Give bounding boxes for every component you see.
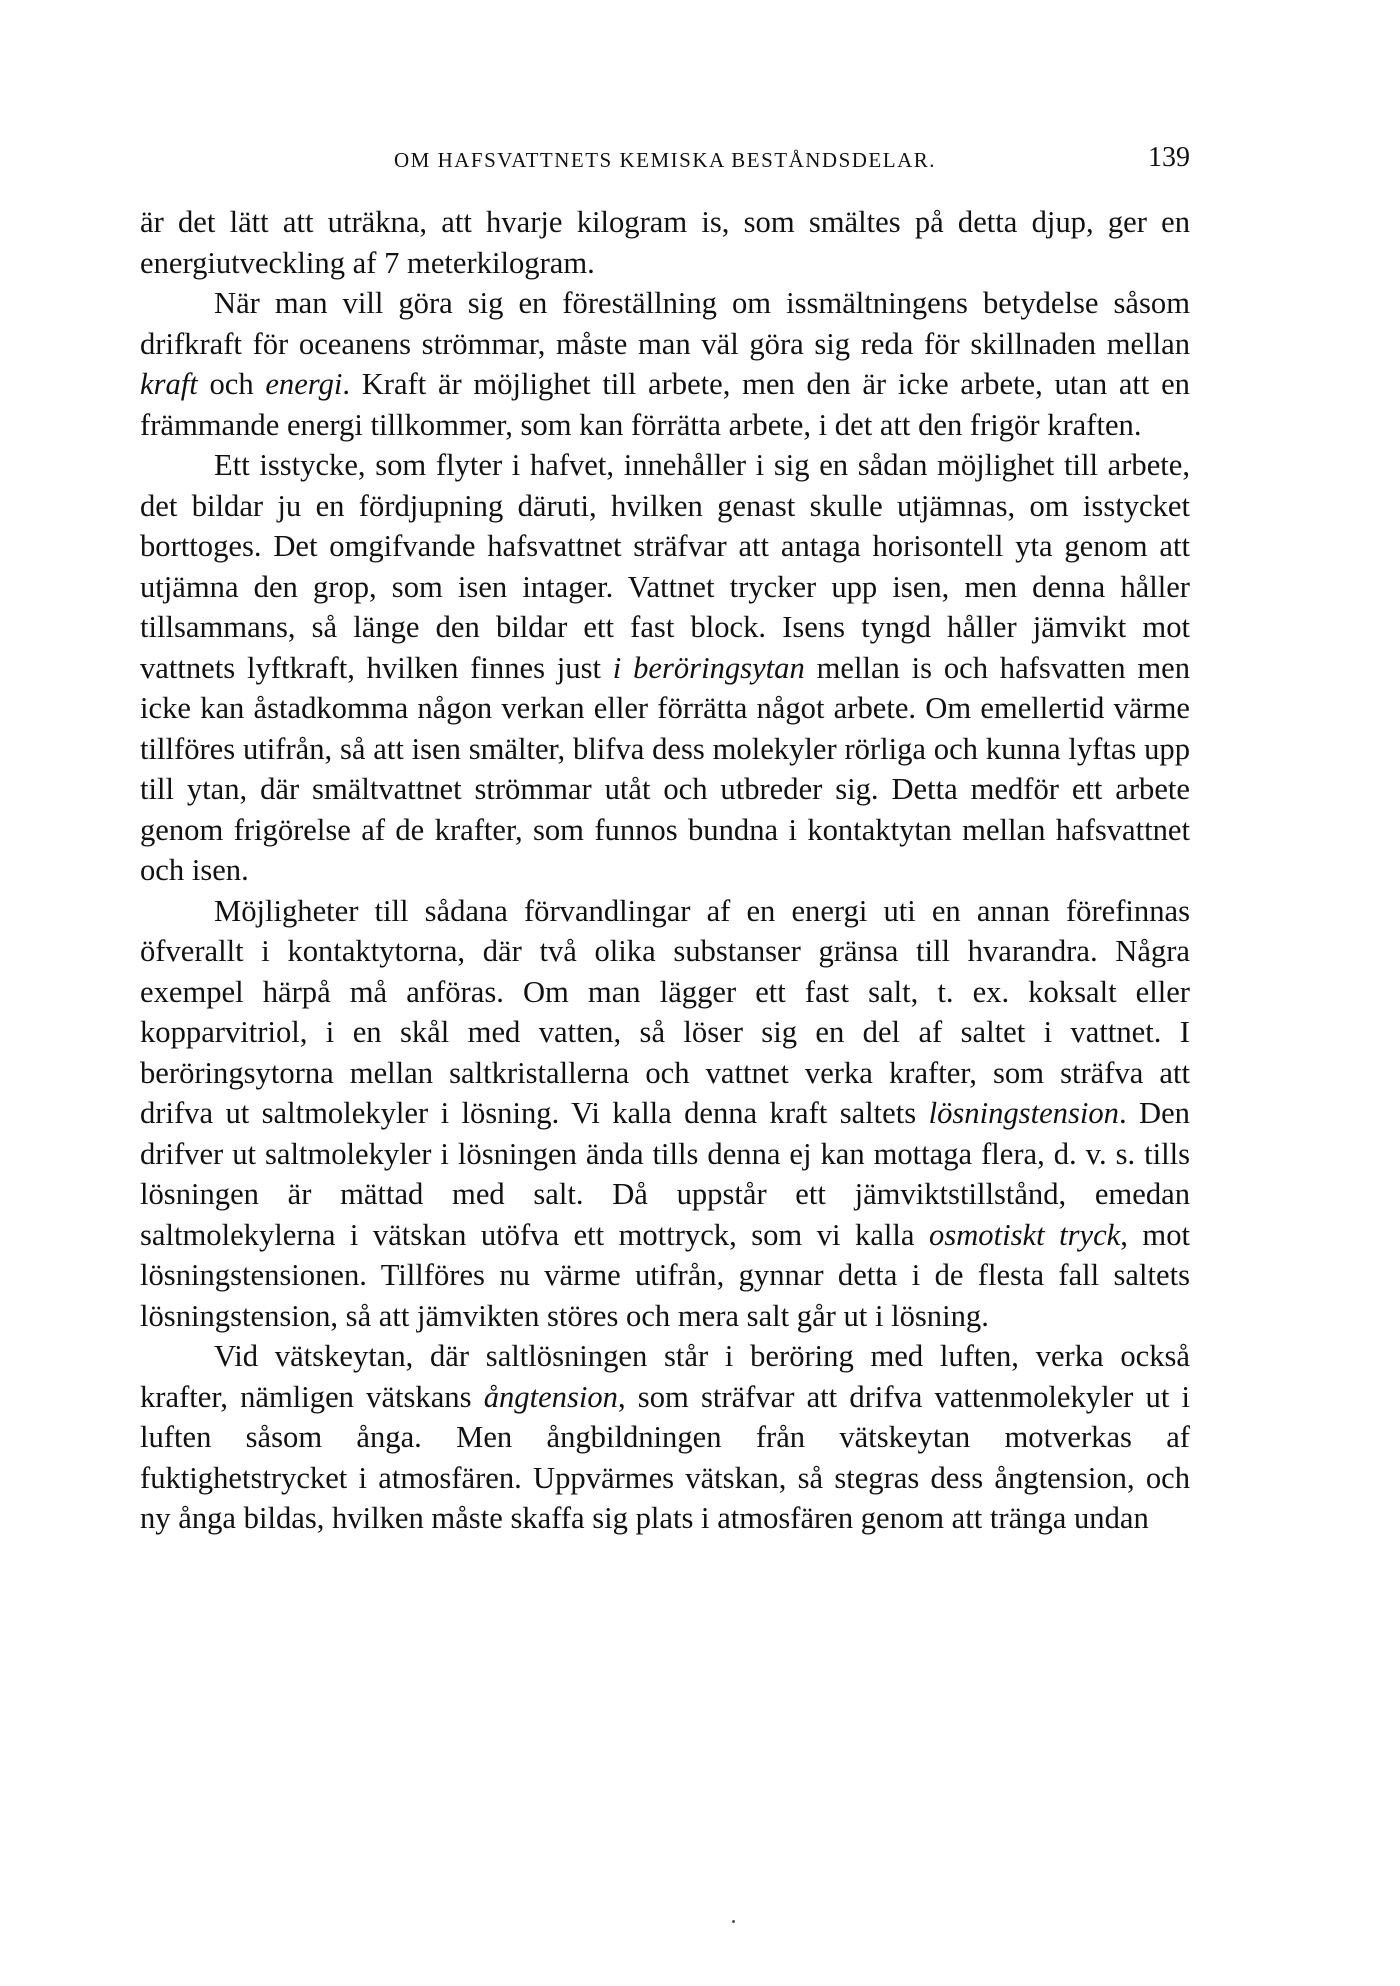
text-run: och — [197, 367, 266, 401]
text-run: . Kraft är möjlighet till arbete, men den är icke arbete, utan att en främmande energi tillkommer, som kan förrätta arbete, i det att den frigör kraften. — [140, 367, 1190, 442]
emphasis-text: kraft — [140, 367, 198, 401]
paragraph — [140, 283, 1190, 445]
emphasis-text: i beröringsytan — [612, 650, 805, 685]
running-head — [140, 142, 1190, 182]
paragraph — [140, 891, 1190, 1337]
text-run: Ett isstycke, som flyter i hafvet, innehåller i sig en sådan möjlighet till arbete, det bildar ju en fördjupning däruti, hvilken genast skulle utjämnas, om isstycket borttoges. Det omgifvande hafsvattnet sträfvar att antaga horisontell yta genom att utjämna den grop, som isen intager. Vattnet trycker upp isen, men denna håller tillsammans, så länge den bildar ett fast block. Isens tyngd håller jämvikt mot vattnets lyftkraft, hvilken finnes just — [140, 448, 1190, 685]
text-run: När man vill göra sig en föreställning om issmältningens betydelse såsom drifkraft för oceanens strömmar, måste man väl göra sig reda för skillnaden mellan — [140, 286, 1190, 361]
emphasis-text: energi — [265, 367, 343, 401]
text-run: Möjligheter till sådana förvandlingar af en energi uti en annan förefinnas öfverallt i kontaktytorna, där två olika substanser gränsa till hvarandra. Några exempel härpå må anföras. Om man lägger ett fast salt, t. ex. koksalt eller kopparvitriol, i en skål med vatten, så löser sig en del af saltet i vattnet. I beröringsytorna mellan saltkristallerna och vattnet verka krafter, som sträfva att drifva ut saltmolekyler i lösning. Vi kalla denna kraft saltets — [140, 893, 1190, 1130]
text-run: , mot lösningstensionen. Tillföres nu värme utifrån, gynnar detta i de flesta fall saltets lösningstension, så att jämvikten störes och mera salt går ut i lösning. — [140, 1217, 1190, 1333]
text-run: Vid vätskeytan, där saltlösningen står i beröring med luften, verka också krafter, nämligen vätskans — [140, 1339, 1190, 1414]
text-run: mellan is och hafsvatten men icke kan åstadkomma någon verkan eller förrätta något arbete. Om emellertid värme tillföres utifrån, så att isen smälter, blifva dess molekyler rörliga och kunna lyftas upp till ytan, där smältvattnet strömmar utåt och utbreder sig. Detta medför ett arbete genom frigörelse af de krafter, som funnos bundna i kontaktytan mellan hafsvattnet och isen. — [140, 650, 1190, 887]
emphasis-text: lösningstension — [928, 1096, 1119, 1130]
print-speck — [732, 1920, 735, 1923]
paragraph — [140, 202, 1190, 283]
text-run: , som sträfvar att drifva vattenmolekyler ut i luften såsom ånga. Men ångbildningen från vätskeytan motverkas af fuktighetstrycket i atmosfären. Uppvärmes vätskan, så stegras dess ångtension, och ny ånga bildas, hvilken måste skaffa sig plats i atmosfären genom att tränga undan — [140, 1379, 1190, 1535]
emphasis-text: ångtension — [483, 1379, 618, 1414]
paragraph — [140, 445, 1190, 891]
text-run: är det lätt att uträkna, att hvarje kilogram is, som smältes på detta djup, ger en energiutveckling af 7 meterkilogram. — [140, 205, 1190, 280]
page-number: 139 — [1148, 142, 1190, 173]
emphasis-text: osmotiskt tryck — [929, 1217, 1121, 1252]
paragraph — [140, 1336, 1190, 1539]
body-text — [140, 202, 1190, 1539]
running-title: OM HAFSVATTNETS KEMISKA BESTÅNDSDELAR. — [394, 148, 936, 172]
text-run: . Den drifver ut saltmolekyler i lösningen ända tills denna ej kan mottaga flera, d. v. s. tills lösningen är mättad med salt. Då uppstår ett jämviktstillstånd, emedan saltmolekylerna i vätskan utöfva ett mottryck, som vi kalla — [140, 1096, 1190, 1252]
